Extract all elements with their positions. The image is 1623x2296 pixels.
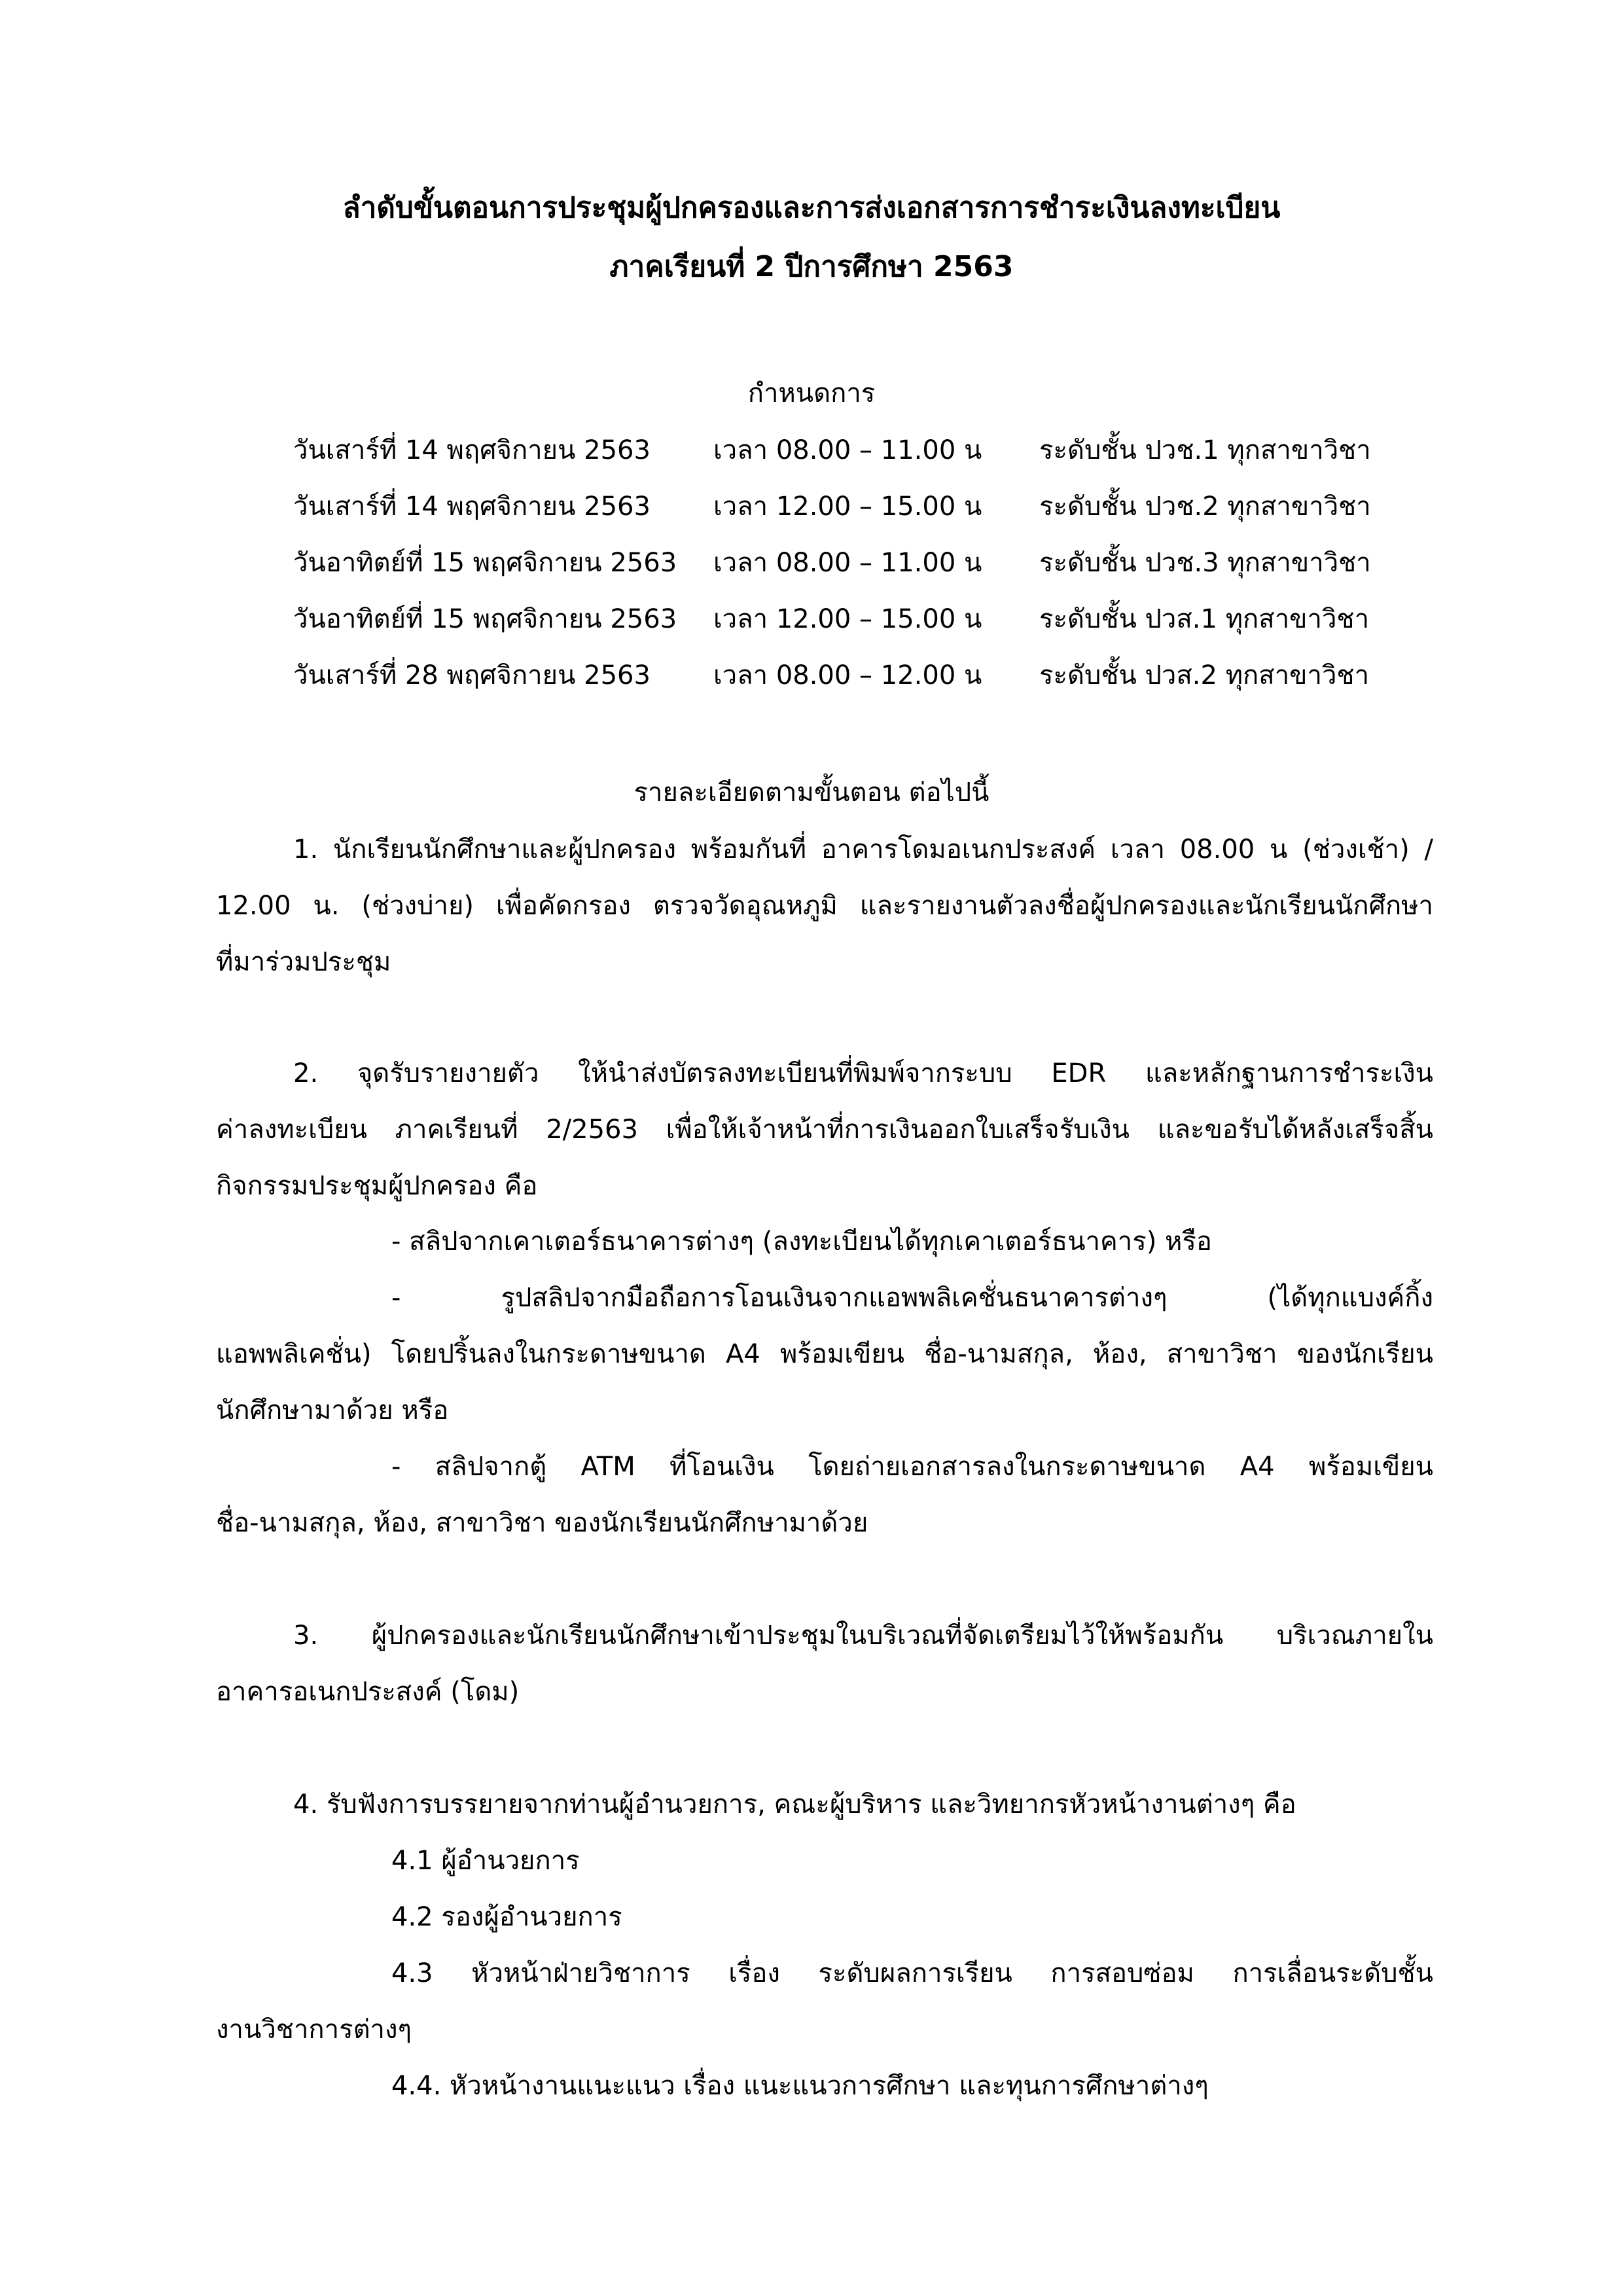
schedule-time: เวลา 08.00 – 11.00 น [713,435,982,465]
step-4-sub-academic-head: งานวิชาการต่างๆ [216,2015,412,2045]
step-4-sub-director: 4.1 ผู้อำนวยการ [391,1846,580,1876]
step-2-bullet-atm-slip: - สลิปจากตู้ ATM ที่โอนเงิน โดยถ่ายเอกสารลงในกระดาษขนาด A4 พร้อมเขียน [391,1452,1433,1482]
schedule-level: ระดับชั้น ปวส.2 ทุกสาขาวิชา [1039,660,1370,691]
step-2-bullet-mobile-slip: นักศึกษามาด้วย หรือ [216,1395,449,1426]
step-3-line: อาคารอเนกประสงค์ (โดม) [216,1677,520,1707]
step-2-bullet-counter-slip: - สลิปจากเคาเตอร์ธนาคารต่างๆ (ลงทะเบียนได้ทุกเคาเตอร์ธนาคาร) หรือ [391,1227,1212,1257]
step-2-bullet-mobile-slip: แอพพลิเคชั่น) โดยปริ้นลงในกระดาษขนาด A4 พร้อมเขียน ชื่อ-นามสกุล, ห้อง, สาขาวิชา ของนักเรียน [216,1339,1433,1369]
schedule-day: วันเสาร์ที่ 14 พฤศจิกายน 2563 [293,492,651,522]
step-4-sub-guidance-head: 4.4. หัวหน้างานแนะแนว เรื่อง แนะแนวการศึกษา และทุนการศึกษาต่างๆ [391,2071,1209,2101]
step-4-line: 4. รับฟังการบรรยายจากท่านผู้อำนวยการ, คณะผู้บริหาร และวิทยากรหัวหน้างานต่างๆ คือ [293,1789,1296,1820]
step-1-line: ที่มาร่วมประชุม [216,947,391,977]
schedule-level: ระดับชั้น ปวช.3 ทุกสาขาวิชา [1039,548,1371,578]
step-1-line: 12.00 น. (ช่วงบ่าย) เพื่อคัดกรอง ตรวจวัดอุณหภูมิ และรายงานตัวลงชื่อผู้ปกครองและนักเรียนนักศึกษา [216,891,1433,921]
step-2-line: กิจกรรมประชุมผู้ปกครอง คือ [216,1171,538,1201]
document-title-line1: ลำดับขั้นตอนการประชุมผู้ปกครองและการส่งเอกสารการชำระเงินลงทะเบียน [342,191,1281,224]
document-title-line2: ภาคเรียนที่ 2 ปีการศึกษา 2563 [609,250,1014,283]
step-2-bullet-atm-slip: ชื่อ-นามสกุล, ห้อง, สาขาวิชา ของนักเรียนนักศึกษามาด้วย [216,1508,868,1538]
step-2-bullet-mobile-slip: - รูปสลิปจากมือถือการโอนเงินจากแอพพลิเคชั่นธนาคารต่างๆ (ได้ทุกแบงค์กิ้ง [391,1283,1433,1313]
schedule-time: เวลา 12.00 – 15.00 น [713,492,982,522]
step-1-line: 1. นักเรียนนักศึกษาและผู้ปกครอง พร้อมกันที่ อาคารโดมอเนกประสงค์ เวลา 08.00 น (ช่วงเช้า) / [293,834,1433,865]
step-4-sub-academic-head: 4.3 หัวหน้าฝ่ายวิชาการ เรื่อง ระดับผลการเรียน การสอบซ่อม การเลื่อนระดับชั้น [391,1958,1433,1988]
schedule-day: วันอาทิตย์ที่ 15 พฤศจิกายน 2563 [293,548,677,578]
schedule-level: ระดับชั้น ปวส.1 ทุกสาขาวิชา [1039,604,1370,634]
schedule-time: เวลา 08.00 – 12.00 น [713,660,982,691]
step-3-line: 3. ผู้ปกครองและนักเรียนนักศึกษาเข้าประชุมในบริเวณที่จัดเตรียมไว้ให้พร้อมกัน บริเวณภายใน [293,1621,1433,1651]
step-2-line: ค่าลงทะเบียน ภาคเรียนที่ 2/2563 เพื่อให้เจ้าหน้าที่การเงินออกใบเสร็จรับเงิน และขอรับได้หลังเสร็จสิ้น [216,1115,1433,1145]
schedule-day: วันอาทิตย์ที่ 15 พฤศจิกายน 2563 [293,604,677,634]
schedule-time: เวลา 08.00 – 11.00 น [713,548,982,578]
schedule-level: ระดับชั้น ปวช.2 ทุกสาขาวิชา [1039,492,1371,522]
schedule-time: เวลา 12.00 – 15.00 น [713,604,982,634]
schedule-day: วันเสาร์ที่ 28 พฤศจิกายน 2563 [293,660,651,691]
schedule-day: วันเสาร์ที่ 14 พฤศจิกายน 2563 [293,435,651,465]
step-2-line: 2. จุดรับรายงายตัว ให้นำส่งบัตรลงทะเบียนที่พิมพ์จากระบบ EDR และหลักฐานการชำระเงิน [293,1058,1433,1088]
schedule-heading: กำหนดการ [747,378,876,408]
step-4-sub-deputy-director: 4.2 รองผู้อำนวยการ [391,1902,622,1932]
details-heading: รายละเอียดตามขั้นตอน ต่อไปนี้ [633,778,990,808]
schedule-level: ระดับชั้น ปวช.1 ทุกสาขาวิชา [1039,435,1371,465]
